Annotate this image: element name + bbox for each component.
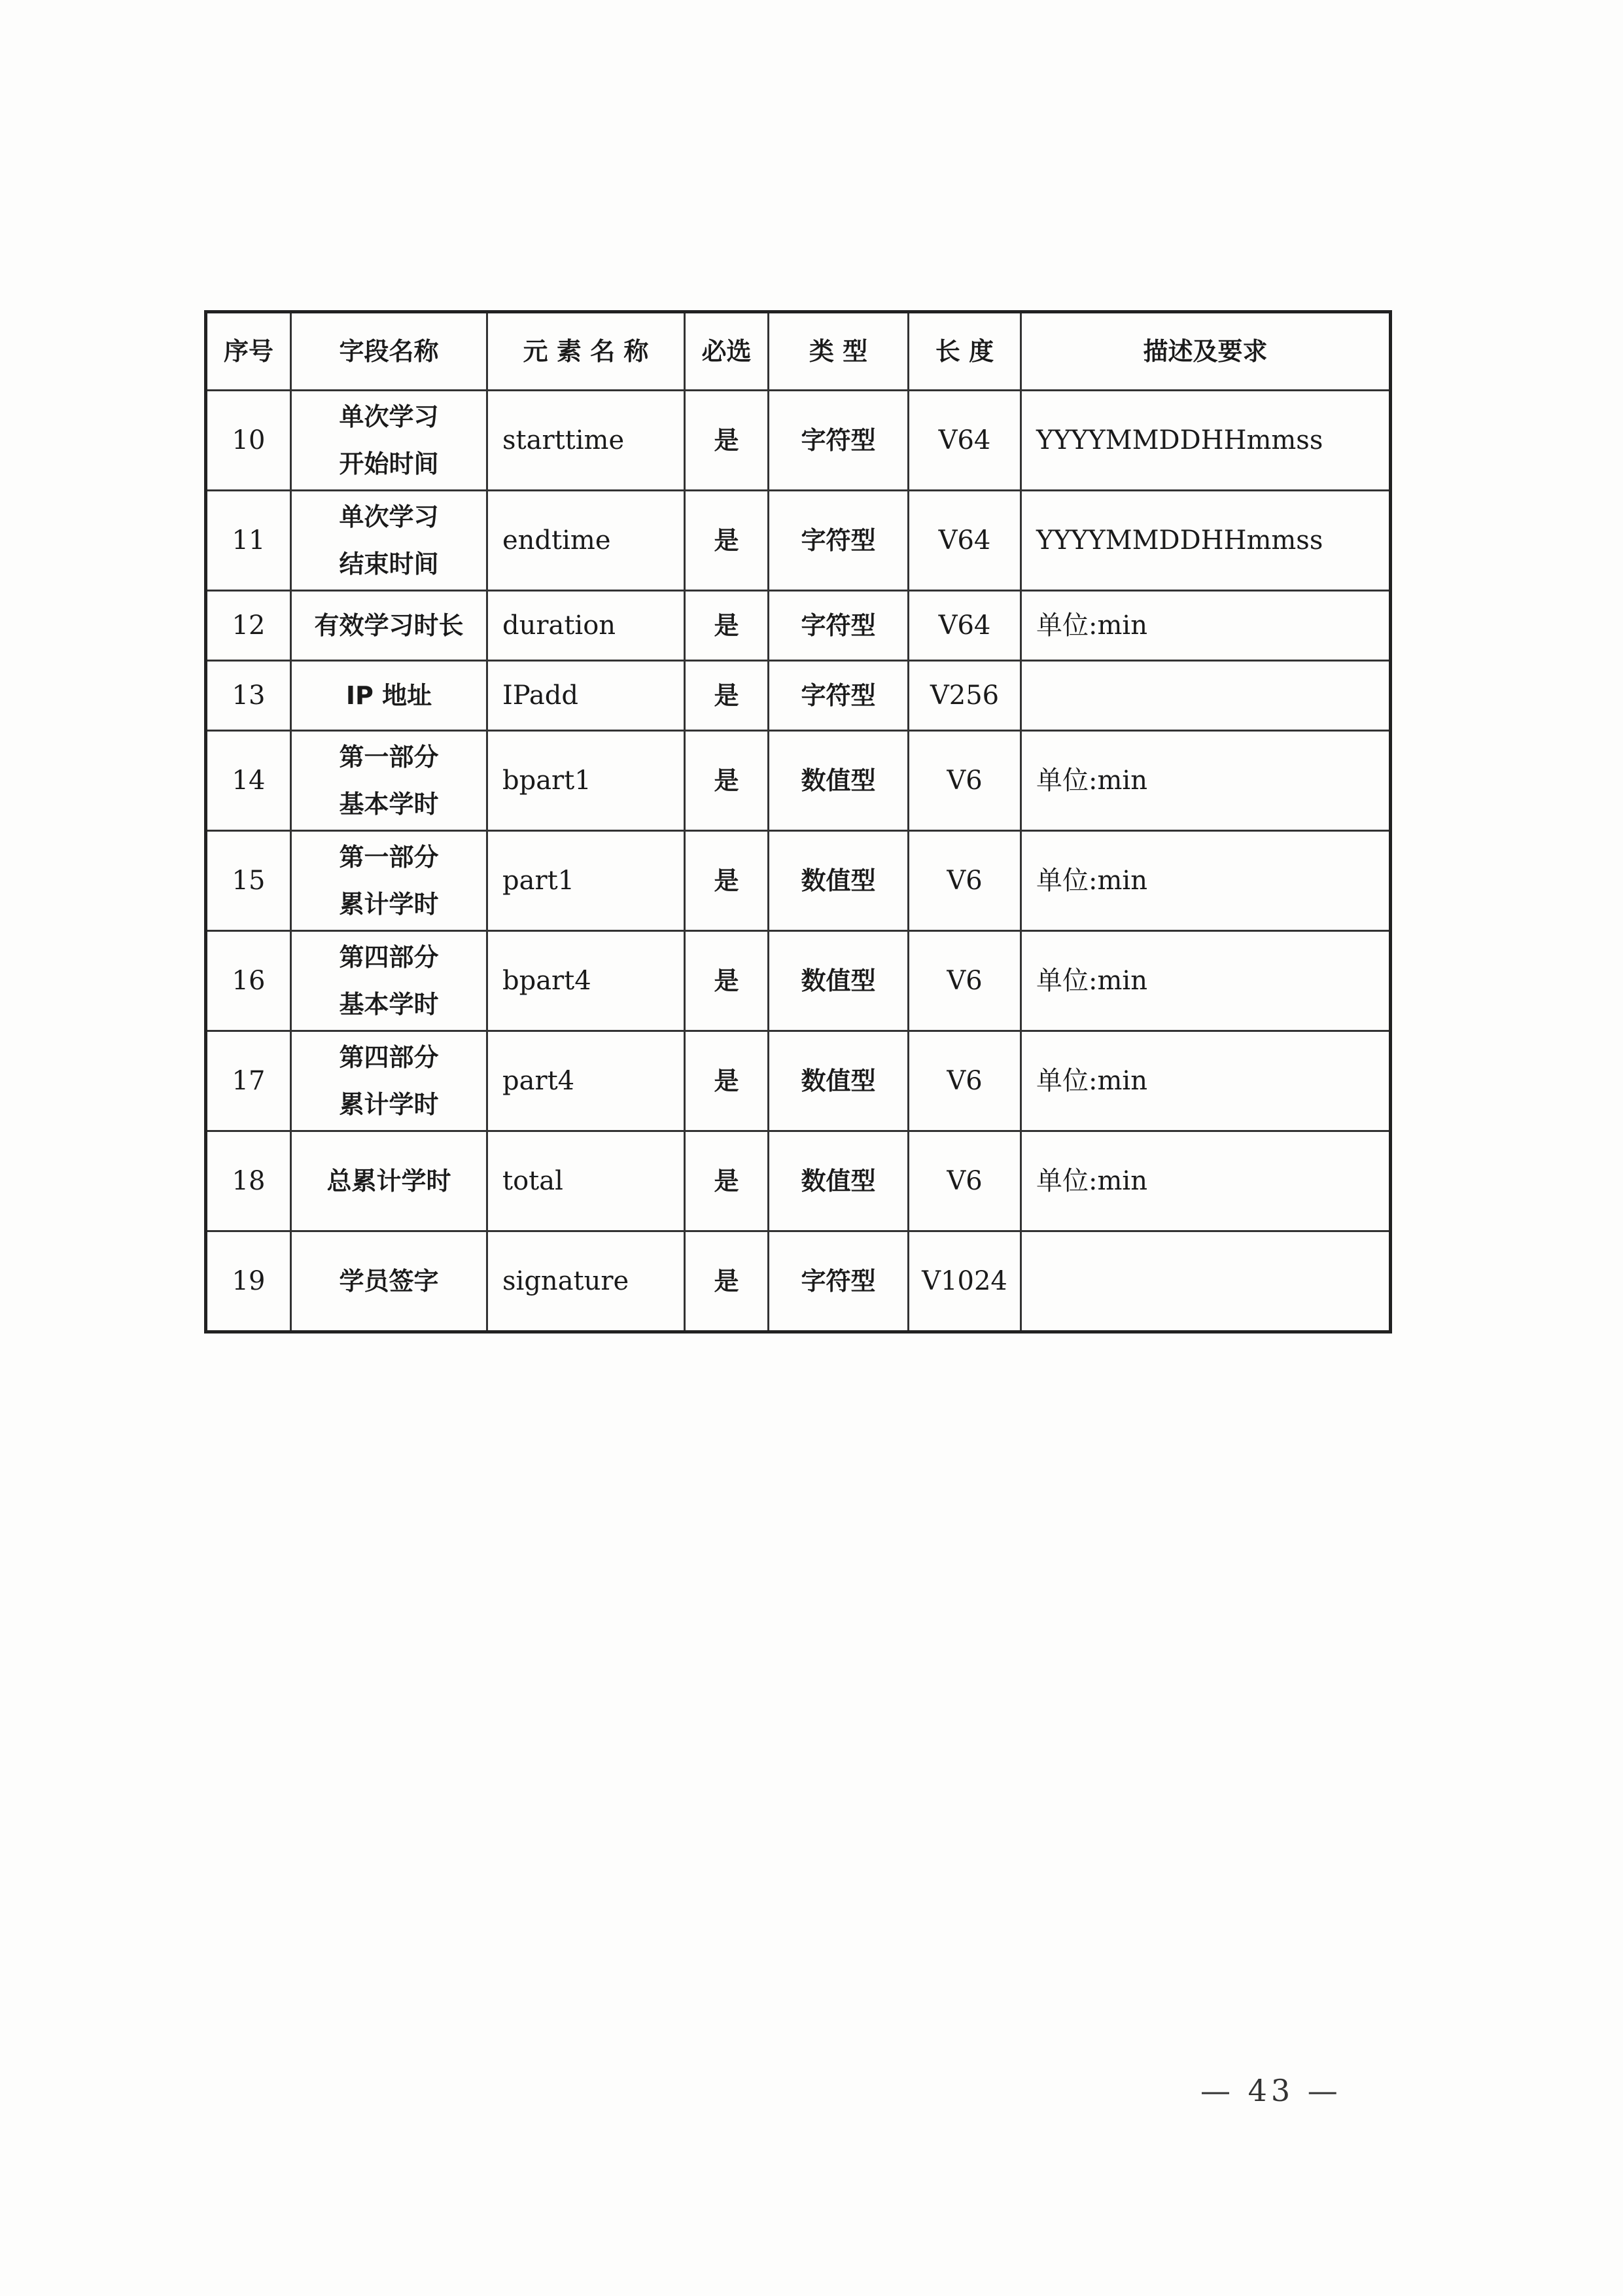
cell-no: 18 bbox=[206, 1131, 291, 1231]
cell-required: 是 bbox=[685, 731, 769, 831]
cell-type: 字符型 bbox=[769, 661, 909, 731]
header-no: 序号 bbox=[206, 312, 291, 391]
cell-element-name: starttime bbox=[487, 391, 685, 491]
field-spec-table bbox=[204, 310, 1392, 1333]
cell-description: 单位:min bbox=[1021, 1131, 1391, 1231]
cell-required: 是 bbox=[685, 591, 769, 661]
table-row bbox=[206, 731, 1391, 831]
cell-required: 是 bbox=[685, 1131, 769, 1231]
cell-length: V1024 bbox=[909, 1231, 1021, 1332]
cell-field-name: 总累计学时 bbox=[291, 1131, 487, 1231]
cell-field-name: 第四部分 累计学时 bbox=[291, 1031, 487, 1131]
table-row bbox=[206, 1031, 1391, 1131]
cell-type: 数值型 bbox=[769, 831, 909, 931]
cell-length: V256 bbox=[909, 661, 1021, 731]
cell-length: V64 bbox=[909, 591, 1021, 661]
cell-field-name: 第一部分 累计学时 bbox=[291, 831, 487, 931]
cell-required: 是 bbox=[685, 661, 769, 731]
cell-type: 数值型 bbox=[769, 1031, 909, 1131]
table-row bbox=[206, 1231, 1391, 1332]
header-element-name: 元 素 名 称 bbox=[487, 312, 685, 391]
table-row bbox=[206, 661, 1391, 731]
cell-field-name: 有效学习时长 bbox=[291, 591, 487, 661]
page-number: — 43 — bbox=[1200, 2073, 1342, 2108]
cell-no: 17 bbox=[206, 1031, 291, 1131]
cell-element-name: bpart4 bbox=[487, 931, 685, 1031]
cell-description: YYYYMMDDHHmmss bbox=[1021, 391, 1391, 491]
cell-description: 单位:min bbox=[1021, 831, 1391, 931]
cell-element-name: signature bbox=[487, 1231, 685, 1332]
header-description: 描述及要求 bbox=[1021, 312, 1391, 391]
table-row bbox=[206, 1131, 1391, 1231]
cell-element-name: part1 bbox=[487, 831, 685, 931]
cell-type: 字符型 bbox=[769, 1231, 909, 1332]
cell-length: V64 bbox=[909, 391, 1021, 491]
cell-length: V6 bbox=[909, 1031, 1021, 1131]
cell-description bbox=[1021, 1231, 1391, 1332]
cell-length: V6 bbox=[909, 731, 1021, 831]
cell-type: 数值型 bbox=[769, 1131, 909, 1231]
cell-element-name: total bbox=[487, 1131, 685, 1231]
header-length: 长 度 bbox=[909, 312, 1021, 391]
table-row bbox=[206, 931, 1391, 1031]
cell-no: 19 bbox=[206, 1231, 291, 1332]
cell-type: 字符型 bbox=[769, 491, 909, 591]
cell-description: 单位:min bbox=[1021, 931, 1391, 1031]
table-header-row bbox=[206, 312, 1391, 391]
header-type: 类 型 bbox=[769, 312, 909, 391]
cell-required: 是 bbox=[685, 931, 769, 1031]
cell-length: V6 bbox=[909, 1131, 1021, 1231]
cell-length: V6 bbox=[909, 831, 1021, 931]
cell-required: 是 bbox=[685, 831, 769, 931]
cell-no: 11 bbox=[206, 491, 291, 591]
cell-length: V6 bbox=[909, 931, 1021, 1031]
table-row bbox=[206, 391, 1391, 491]
header-field-name: 字段名称 bbox=[291, 312, 487, 391]
cell-no: 12 bbox=[206, 591, 291, 661]
cell-description bbox=[1021, 661, 1391, 731]
cell-type: 字符型 bbox=[769, 391, 909, 491]
cell-type: 数值型 bbox=[769, 731, 909, 831]
cell-no: 13 bbox=[206, 661, 291, 731]
cell-required: 是 bbox=[685, 1031, 769, 1131]
cell-description: YYYYMMDDHHmmss bbox=[1021, 491, 1391, 591]
cell-no: 16 bbox=[206, 931, 291, 1031]
cell-length: V64 bbox=[909, 491, 1021, 591]
cell-field-name: 第一部分 基本学时 bbox=[291, 731, 487, 831]
cell-field-name: IP 地址 bbox=[291, 661, 487, 731]
cell-field-name: 单次学习 结束时间 bbox=[291, 491, 487, 591]
cell-required: 是 bbox=[685, 1231, 769, 1332]
table-row bbox=[206, 831, 1391, 931]
table-row bbox=[206, 591, 1391, 661]
cell-no: 10 bbox=[206, 391, 291, 491]
cell-element-name: duration bbox=[487, 591, 685, 661]
table-row bbox=[206, 491, 1391, 591]
cell-type: 字符型 bbox=[769, 591, 909, 661]
cell-field-name: 第四部分 基本学时 bbox=[291, 931, 487, 1031]
cell-element-name: IPadd bbox=[487, 661, 685, 731]
cell-field-name: 学员签字 bbox=[291, 1231, 487, 1332]
cell-field-name: 单次学习 开始时间 bbox=[291, 391, 487, 491]
cell-description: 单位:min bbox=[1021, 591, 1391, 661]
cell-required: 是 bbox=[685, 491, 769, 591]
cell-element-name: endtime bbox=[487, 491, 685, 591]
cell-no: 14 bbox=[206, 731, 291, 831]
cell-type: 数值型 bbox=[769, 931, 909, 1031]
cell-element-name: part4 bbox=[487, 1031, 685, 1131]
cell-no: 15 bbox=[206, 831, 291, 931]
cell-description: 单位:min bbox=[1021, 1031, 1391, 1131]
cell-element-name: bpart1 bbox=[487, 731, 685, 831]
header-required: 必选 bbox=[685, 312, 769, 391]
cell-required: 是 bbox=[685, 391, 769, 491]
cell-description: 单位:min bbox=[1021, 731, 1391, 831]
